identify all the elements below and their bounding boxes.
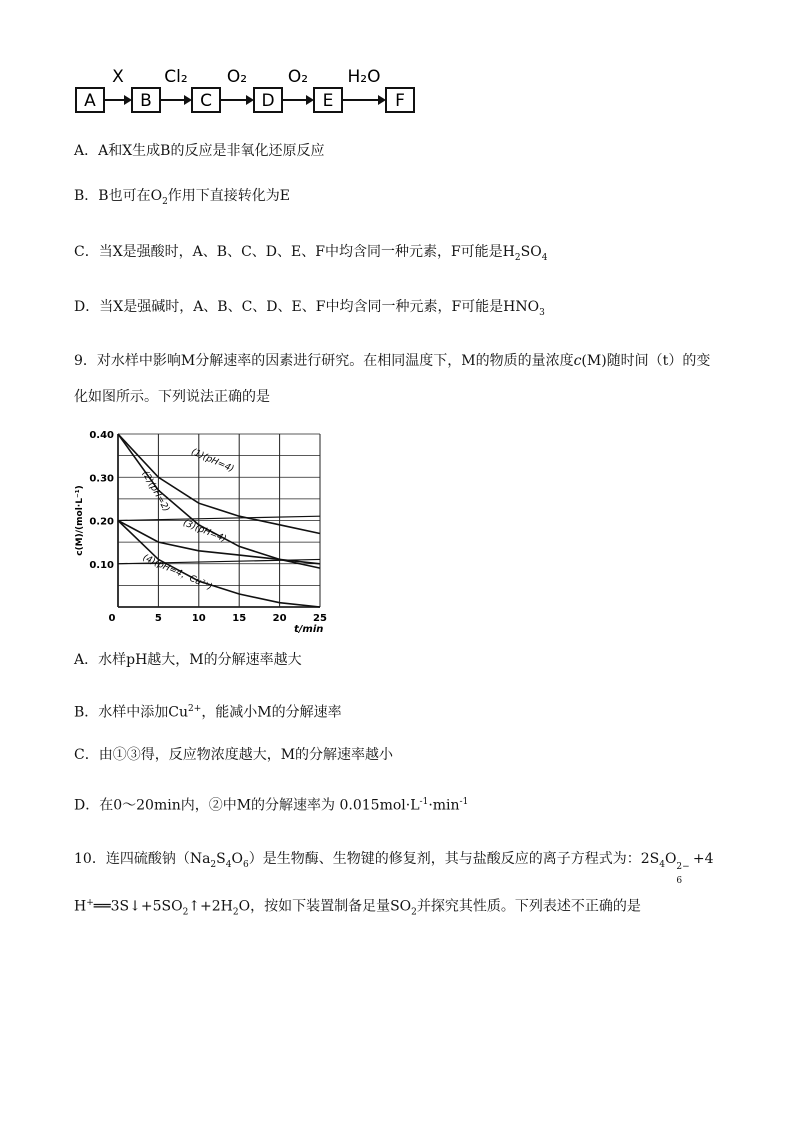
series-label-2: (2)(pH=2) [139,469,172,514]
q9-stem-line1: 9．对水样中影响M分解速率的因素进行研究。在相同温度下，M的物质的量浓度c(M)随时间（t）的变 [74,353,711,369]
series-label-1: (1)(pH=4) [189,447,236,475]
flow-arrowhead-1 [124,95,132,105]
q9-option-a: A．水样pH越大，M的分解速率越大 [74,652,302,668]
flow-reagent-1: X [112,67,124,87]
x-tick-label: 0 [108,613,116,624]
x-tick-label: 15 [232,613,247,624]
q8-option-b: B．B也可在$O_2$作用下直接转化为E [74,188,291,207]
q8-option-d: D．当X是强碱时，A、B、C、D、E、F中均含同一种元素，F可能是$HNO_3$ [74,299,545,318]
flow-reagent-5: H₂O [347,67,381,87]
y-tick-label: 0.30 [89,473,114,485]
y-tick-label: 0.20 [89,516,114,528]
q9-option-c: C．由①③得，反应物浓度越大，M的分解速率越小 [74,747,394,763]
flow-arrowhead-5 [378,95,386,105]
x-tick-label: 10 [191,613,206,624]
x-tick-label: 20 [272,613,287,624]
flow-arrowhead-4 [306,95,314,105]
q9-stem-line2: 化如图所示。下列说法正确的是 [74,389,270,405]
flow-reagent-4: O₂ [287,67,309,87]
series-label-4: (4)(pH=4，Cu²⁺) [141,553,214,593]
x-tick-label: 5 [154,613,162,624]
q9-option-b: B．水样中添加$Cu^{2+}$，能减小M的分解速率 [74,704,342,721]
reference-line-1 [118,516,320,520]
q10-stem-line1: 10．连四硫酸钠$(Na_2S_4O_6)$是生物酶、生物键的修复剂，其与盐酸反应的离子方程式为：$2S_4O$ 2− 6 +4 [74,851,714,886]
series-line-2 [118,434,320,568]
flow-node-label-A: A [84,91,96,111]
series-label-3: (3)(pH=4) [181,518,228,545]
reaction-flow-diagram [74,62,424,116]
flow-arrowhead-3 [246,95,254,105]
y-axis-label: c(M)/(mol·L⁻¹) [75,485,85,556]
flow-reagent-3: O₂ [226,67,248,87]
q8-option-a: A．A和X生成B的反应是非氧化还原反应 [74,143,325,159]
flow-node-label-F: F [395,91,405,111]
flow-node-label-E: E [322,91,334,111]
flow-node-label-D: D [261,91,275,111]
y-tick-label: 0.10 [89,559,114,571]
q9-option-d: D．在0～20min内，②中M的分解速率为 $0.015mol\cdot L^{-1}\cdot\min^{-1}$ [74,797,469,814]
flow-arrowhead-2 [184,95,192,105]
y-tick-label: 0.40 [89,430,114,441]
concentration-time-chart [74,420,344,635]
flow-node-label-B: B [140,91,152,111]
q10-stem-line2: $H^+══3S↓+5SO_2↑+2H_2O$，按如下装置制备足量$SO_2$并探究其性质。下列表述不正确的是 [74,898,641,918]
flow-reagent-2: Cl₂ [164,67,188,87]
x-tick-label: 25 [313,613,327,624]
flow-node-label-C: C [200,91,212,111]
q8-option-c: C．当X是强酸时，A、B、C、D、E、F中均含同一种元素，F可能是$H_2SO_4$ [74,244,548,263]
x-axis-label: t/min [294,624,324,635]
